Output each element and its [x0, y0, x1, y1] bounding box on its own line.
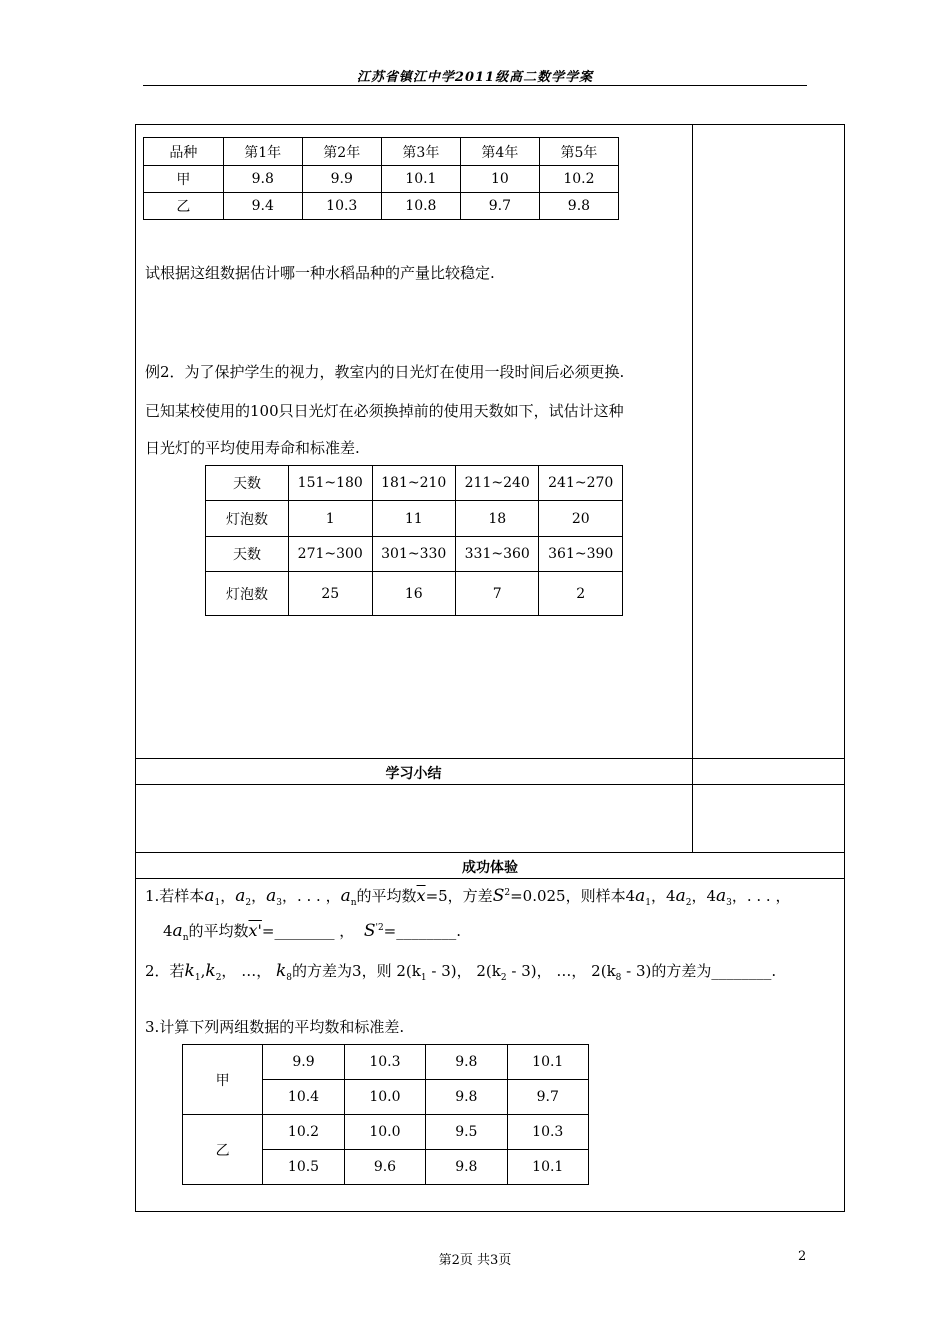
ex1-mean-text: 的平均数	[356, 887, 417, 905]
var-k2: k	[205, 961, 216, 981]
example-2-line-1: 例2．为了保护学生的视力，教室内的日光灯在使用一段时间后必须更换.	[145, 363, 625, 381]
table-cell: 9.8	[223, 166, 302, 193]
two-group-data-table	[182, 1044, 589, 1185]
table-cell: 乙	[144, 193, 224, 220]
table-cell: 18	[455, 501, 538, 537]
sup-prime-2: '2	[375, 923, 384, 933]
table-cell: 10.1	[507, 1045, 588, 1080]
table-cell: 241~270	[539, 466, 623, 501]
sub-2: 2	[245, 898, 252, 908]
ex2-sep: ， …，	[221, 962, 272, 980]
table-header: 第1年	[223, 138, 302, 166]
row-divider-1	[135, 758, 845, 759]
group-label: 甲	[183, 1045, 263, 1115]
example-2-line-3: 日光灯的平均使用寿命和标准差.	[145, 439, 360, 457]
table-cell: 9.7	[507, 1080, 588, 1115]
table-cell: 25	[289, 572, 372, 616]
table-cell: 9.8	[426, 1150, 507, 1185]
sub-3b: 3	[726, 898, 732, 908]
table-cell: 9.6	[344, 1150, 425, 1185]
sub-n: n	[350, 898, 357, 908]
table-cell: 10.3	[344, 1045, 425, 1080]
ex2-expr-2-end: - 3)	[506, 962, 537, 980]
var-b2: a	[675, 886, 686, 906]
var-a3: a	[266, 886, 277, 906]
ex2-expr-3: 2(k	[591, 962, 616, 980]
page-number: 2	[798, 1249, 807, 1264]
ex2-expr-3-sub: 8	[615, 973, 622, 983]
table-cell: 211~240	[455, 466, 538, 501]
table-cell: 331~360	[455, 537, 538, 572]
x-bar: $\overline{x}$	[416, 886, 426, 905]
table-cell: 361~390	[539, 537, 623, 572]
table-cell: 16	[372, 572, 455, 616]
bulb-lifetime-table	[205, 465, 623, 616]
var-S: S	[492, 886, 505, 906]
sub-1: 1	[214, 898, 221, 908]
ex1-sep-3: ，. . . ，	[731, 887, 791, 905]
table-cell: 10.1	[381, 166, 460, 193]
ex1-prefix: 1.若样本	[145, 887, 205, 905]
ex2-expr-1: 2(k	[396, 962, 421, 980]
var-bn: a	[172, 921, 183, 941]
row-divider-3	[135, 852, 845, 853]
ex1-l2-pre: 4	[163, 922, 173, 940]
ex2-pre: 2．若	[145, 962, 185, 980]
ex2-mid: 的方差为3，则	[292, 962, 392, 980]
summary-section-title: 学习小结	[385, 766, 442, 782]
table-cell: 151~180	[289, 466, 372, 501]
table-cell: 1	[289, 501, 372, 537]
sub-k2: 2	[215, 973, 222, 983]
ex1-sep-1: ，4	[651, 887, 676, 905]
page-header-title: 江苏省镇江中学2011级高二数学学案	[356, 70, 594, 85]
ex1-then-text: =0.025，则样本4	[510, 887, 636, 905]
ex2-end: 的方差为________.	[651, 962, 777, 980]
table-cell: 11	[372, 501, 455, 537]
var-k1: k	[184, 961, 195, 981]
var-b3: a	[715, 886, 727, 906]
page-count-label: 第2页 共3页	[438, 1253, 512, 1268]
sub-n-b: n	[182, 933, 189, 943]
sub-2b: 2	[685, 898, 692, 908]
var-a2: a	[235, 886, 246, 906]
exercise-2-line: 2．若$k_1,k_2$， …， $k_8$的方差为3，则 $2(k_1 - 3)$， $2(k_2 - 3)$， …， $2(k_8 - 3)$的方差为________.	[145, 961, 777, 983]
var-a1: a	[204, 886, 215, 906]
ex2-dots: ， …，	[536, 962, 587, 980]
table-cell: 灯泡数	[206, 572, 289, 616]
table-cell: 10.5	[263, 1150, 344, 1185]
table-cell: 甲	[144, 166, 224, 193]
ex1-sep-2: ，4	[691, 887, 716, 905]
sub-3: 3	[276, 898, 282, 908]
var-an: a	[340, 886, 351, 906]
group-label: 乙	[183, 1115, 263, 1185]
var-k8: k	[275, 961, 287, 981]
table-cell: 10.0	[344, 1115, 425, 1150]
ex1-l2-blank-2: =________.	[383, 922, 462, 940]
table-cell: 301~330	[372, 537, 455, 572]
ex2-expr-2: 2(k	[476, 962, 501, 980]
table-cell: 天数	[206, 537, 289, 572]
ex2-expr-1-sub: 1	[420, 973, 427, 983]
x-bar-prime: x'	[248, 921, 262, 940]
table-cell: 10.2	[263, 1115, 344, 1150]
ex2-expr-2-sub: 2	[500, 973, 507, 983]
header-rule	[143, 85, 807, 86]
table-cell: 10.3	[302, 193, 381, 220]
ex1-l2-mean: 的平均数	[188, 922, 249, 940]
table-cell: 271~300	[289, 537, 372, 572]
exercise-1-line-2	[163, 920, 461, 943]
table-cell: 9.9	[302, 166, 381, 193]
table-header: 第5年	[539, 138, 618, 166]
table-cell: 20	[539, 501, 623, 537]
sub-1b: 1	[645, 898, 652, 908]
table-cell: 9.7	[460, 193, 539, 220]
ex2-expr-1-end: - 3)	[426, 962, 457, 980]
question-1-text: 试根据这组数据估计哪一种水稻品种的产量比较稳定.	[145, 264, 495, 282]
ex1-variance-text: =5，方差	[425, 887, 493, 905]
example-2-line-2: 已知某校使用的100只日光灯在必须换掉前的使用天数如下，试估计这种	[145, 402, 624, 420]
table-cell: 9.9	[263, 1045, 344, 1080]
row-divider-2	[135, 784, 845, 785]
table-cell: 10.1	[507, 1150, 588, 1185]
table-cell: 9.4	[223, 193, 302, 220]
table-cell: 2	[539, 572, 623, 616]
table-header: 第3年	[381, 138, 460, 166]
table-header: 第2年	[302, 138, 381, 166]
table-cell: 181~210	[372, 466, 455, 501]
table-cell: 9.8	[426, 1045, 507, 1080]
table-cell: 灯泡数	[206, 501, 289, 537]
table-cell: 10.0	[344, 1080, 425, 1115]
table-header: 品种	[144, 138, 224, 166]
table-cell: 10.3	[507, 1115, 588, 1150]
table-cell: 10	[460, 166, 539, 193]
sup-2: 2	[504, 888, 511, 898]
rice-yield-table	[143, 137, 619, 220]
table-cell: 10.2	[539, 166, 618, 193]
sub-k1: 1	[194, 973, 201, 983]
experience-section-title: 成功体验	[462, 860, 518, 876]
table-cell: 9.8	[539, 193, 618, 220]
notes-column-divider	[692, 124, 693, 852]
sub-k8: 8	[286, 973, 293, 983]
table-cell: 10.4	[263, 1080, 344, 1115]
row-divider-4	[135, 878, 845, 879]
var-b1: a	[635, 886, 646, 906]
table-cell: 9.8	[426, 1080, 507, 1115]
ex2-expr-3-end: - 3)	[621, 962, 652, 980]
table-cell: 10.8	[381, 193, 460, 220]
ex1-l2-blank-1: =________ ，	[261, 922, 355, 940]
table-header: 第4年	[460, 138, 539, 166]
exercise-3-text: 3.计算下列两组数据的平均数和标准差.	[145, 1018, 405, 1036]
var-S-prime: S	[363, 921, 376, 941]
table-cell: 7	[455, 572, 538, 616]
table-cell: 天数	[206, 466, 289, 501]
exercise-1-line-1: 1.若样本$a_1$，$a_2$，$a_3$，. . . ，$a_n$的平均数$\overline{x}=5$，方差$S^2=0.025$，则样本$4a_1$，$4a_2$，$4a_3$，. . . ，	[145, 886, 791, 908]
ex1-dots: ，. . . ，	[281, 887, 341, 905]
table-cell: 9.5	[426, 1115, 507, 1150]
